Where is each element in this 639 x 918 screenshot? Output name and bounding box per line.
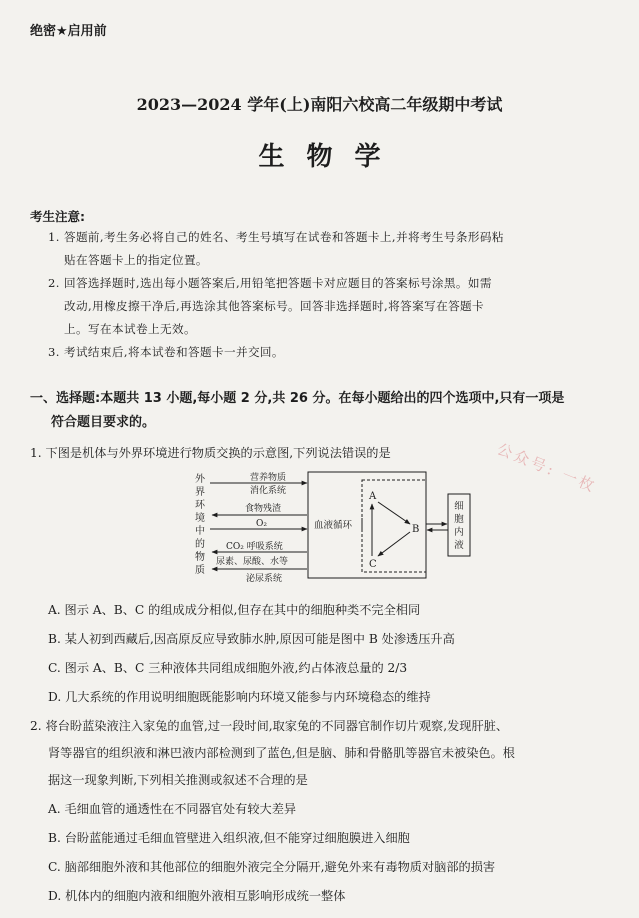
a-to-b-arrow <box>378 502 410 524</box>
label-char: 物 <box>195 552 205 563</box>
section-heading: 一、选择题:本题共 13 小题,每小题 2 分,共 26 分。在每小题给出的四个选项中,只有一项是 <box>30 391 565 406</box>
label-char: 的 <box>195 539 205 550</box>
digestive-label: 消化系统 <box>250 486 287 496</box>
urinary-label: 泌尿系统 <box>246 574 283 584</box>
circulation-label: 血液循环 <box>314 520 353 531</box>
exam-title: 2023—2024 学年(上)南阳六校高二年级期中考试 <box>136 95 503 114</box>
node-b: B <box>412 524 420 535</box>
co2-label: CO₂ 呼吸系统 <box>226 542 283 552</box>
q2-option-a: A. 毛细血管的通透性在不同器官处有较大差异 <box>48 802 297 816</box>
notice-heading: 考生注意: <box>30 209 85 224</box>
question-2-stem-cont: 据这一现象判断,下列相关推测或叙述不合理的是 <box>48 773 308 787</box>
food-residue-label: 食物残渣 <box>245 504 282 514</box>
q1-option-c: C. 图示 A、B、C 三种液体共同组成细胞外液,约占体液总量的 2/3 <box>48 661 408 675</box>
label-char: 质 <box>195 565 205 576</box>
q2-option-d: D. 机体内的细胞内液和细胞外液相互影响形成统一整体 <box>48 889 346 903</box>
subject-title: 生物学 <box>258 142 403 172</box>
watermark: 公众号: 一枚 <box>494 439 600 497</box>
q1-option-a: A. 图示 A、B、C 的组成成分相似,但存在其中的细胞种类不完全相同 <box>48 603 421 617</box>
label-char: 外 <box>195 474 205 485</box>
notice-line: 3. 考试结束后,将本试卷和答题卡一并交回。 <box>48 345 284 359</box>
notice-line: 贴在答题卡上的指定位置。 <box>64 253 208 267</box>
q1-option-b: B. 某人初到西藏后,因高原反应导致肺水肿,原因可能是图中 B 处渗透压升高 <box>48 632 455 646</box>
q1-option-d: D. 几大系统的作用说明细胞既能影响内环境又能参与内环境稳态的维持 <box>48 690 431 704</box>
notice-line: 上。写在本试卷上无效。 <box>64 322 196 336</box>
o2-label: O₂ <box>256 519 267 529</box>
q2-option-b: B. 台盼蓝能通过毛细血管壁进入组织液,但不能穿过细胞膜进入细胞 <box>48 831 410 845</box>
question-2-stem-cont: 肾等器官的组织液和淋巴液内部检测到了蓝色,但是脑、肺和骨骼肌等器官未被染色。根 <box>48 746 515 760</box>
cell-fluid-char: 细 <box>454 501 464 512</box>
cell-fluid-char: 内 <box>454 527 464 538</box>
label-char: 界 <box>195 487 205 498</box>
label-char: 中 <box>195 526 205 537</box>
node-a: A <box>369 491 377 502</box>
exchange-diagram <box>190 468 500 586</box>
notice-line: 2. 回答选择题时,选出每小题答案后,用铅笔把答题卡对应题目的答案标号涂黑。如需 <box>48 276 492 290</box>
external-matter-label <box>195 472 206 576</box>
node-c: C <box>369 559 377 570</box>
notice-line: 改动,用橡皮擦干净后,再选涂其他答案标号。回答非选择题时,将答案写在答题卡 <box>64 299 485 313</box>
cell-fluid-char: 胞 <box>454 514 464 525</box>
cell-fluid-char: 液 <box>454 540 464 551</box>
question-2-stem: 2. 将台盼蓝染液注入家兔的血管,过一段时间,取家兔的不同器官制作切片观察,发现肝脏、 <box>30 719 509 733</box>
label-char: 环 <box>195 500 205 511</box>
b-to-c-arrow <box>378 532 410 556</box>
notice-line: 1. 答题前,考生务必将自己的姓名、考生号填写在试卷和答题卡上,并将考生号条形码粘 <box>48 230 504 244</box>
q2-option-c: C. 脑部细胞外液和其他部位的细胞外液完全分隔开,避免外来有毒物质对脑部的损害 <box>48 860 496 874</box>
label-char: 境 <box>195 513 205 524</box>
section-heading-cont: 符合题目要求的。 <box>51 415 156 430</box>
urine-label: 尿素、尿酸、水等 <box>216 557 289 567</box>
nutrients-label: 营养物质 <box>250 473 287 483</box>
question-1-stem: 1. 下图是机体与外界环境进行物质交换的示意图,下列说法错误的是 <box>30 446 391 460</box>
confidential-label: 绝密★启用前 <box>30 24 107 39</box>
